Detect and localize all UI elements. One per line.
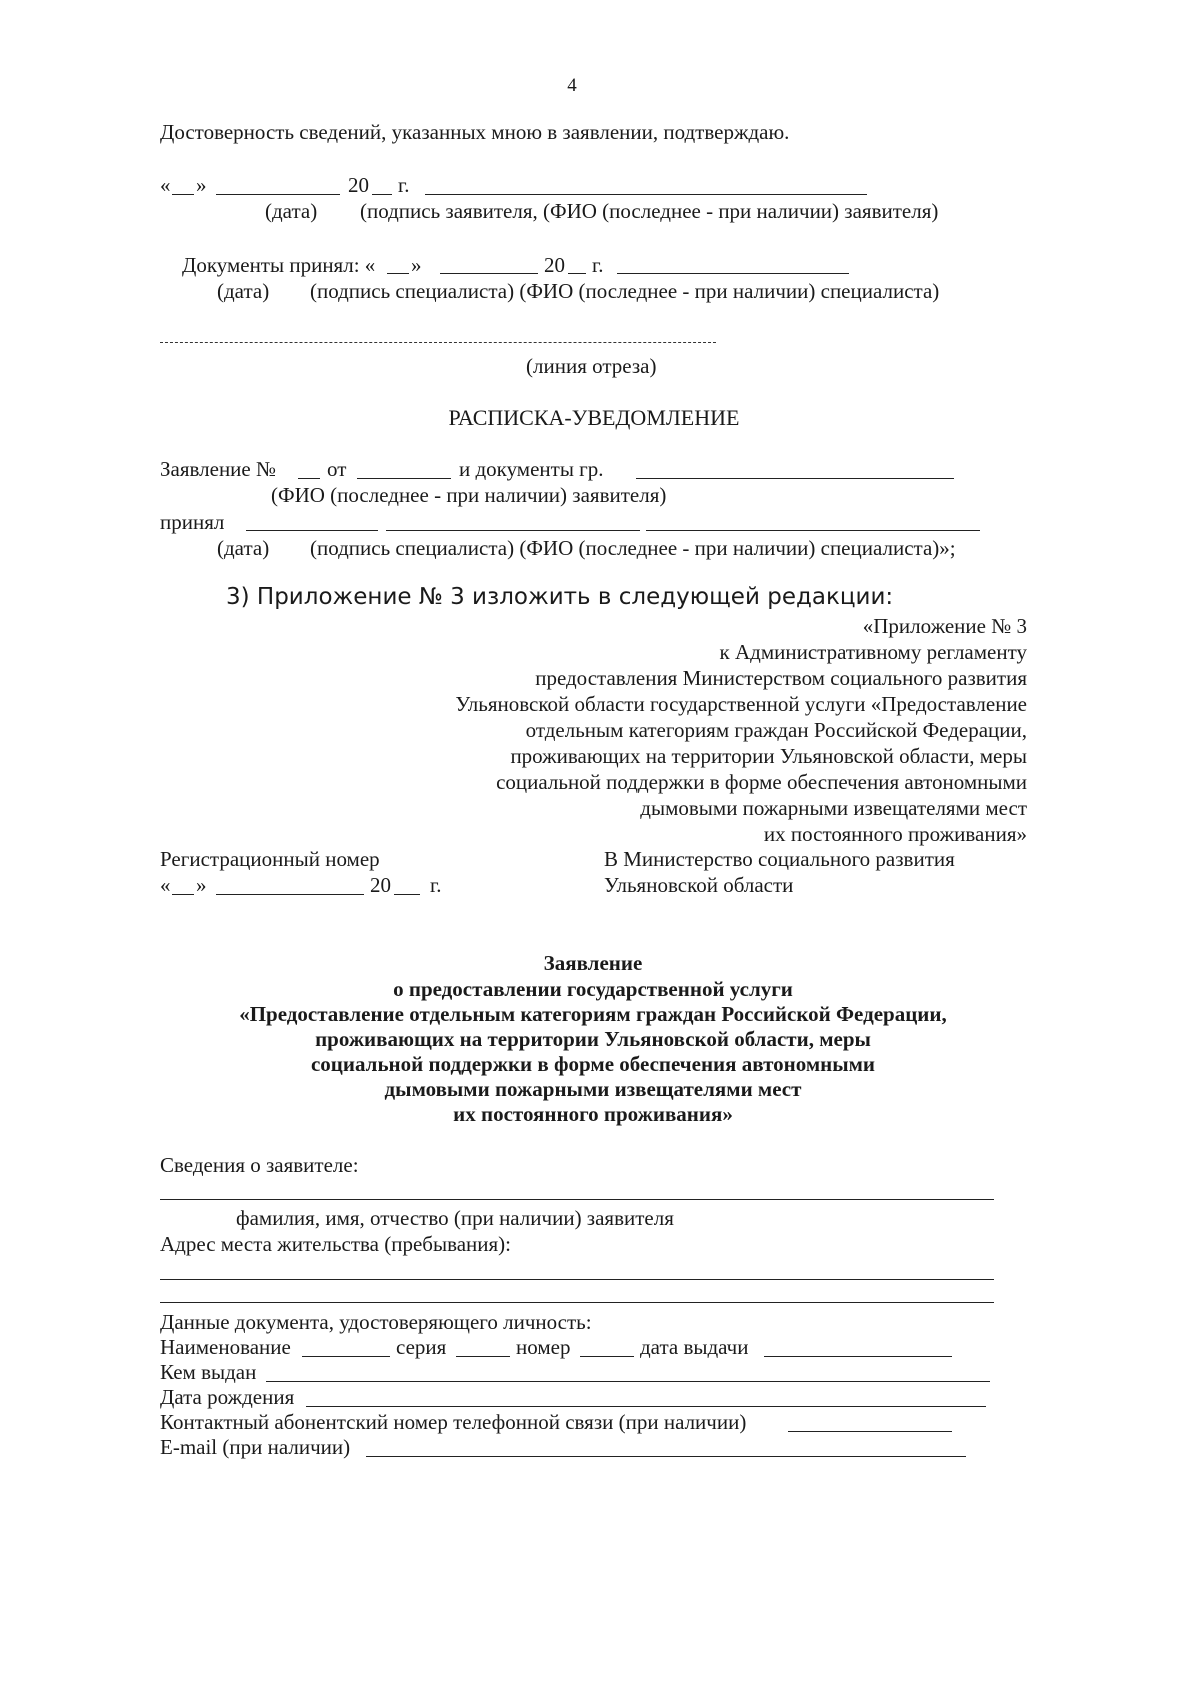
appendix-header-line: предоставления Министерством социального развития [535, 666, 1027, 690]
phone-label: Контактный абонентский номер телефонной связи (при наличии) [160, 1410, 747, 1434]
accepted-day-blank [387, 273, 409, 274]
registration-year-suffix: г. [430, 873, 442, 897]
applicant-signature-blank [425, 194, 867, 195]
doc-issue-date-label: дата выдачи [640, 1335, 749, 1359]
applicant-date-quote-close: » [196, 173, 207, 197]
statement-title-line: социальной поддержки в форме обеспечения автономными [310, 1052, 876, 1076]
page-number: 4 [567, 75, 577, 96]
statement-title-line: проживающих на территории Ульяновской области, меры [315, 1027, 871, 1051]
cut-line [160, 342, 716, 343]
appendix-header-line: отдельным категориям граждан Российской Федерации, [525, 718, 1027, 742]
registration-quote-open: « [160, 873, 171, 897]
applicant-day-blank [172, 194, 194, 195]
registration-month-blank [216, 894, 364, 895]
doc-number-field[interactable] [580, 1356, 634, 1357]
applicant-signature-caption: (подпись заявителя, (ФИО (последнее - при наличии) заявителя) [360, 199, 939, 223]
issued-by-field[interactable] [266, 1381, 990, 1382]
applicant-date-quote-open: « [160, 173, 171, 197]
registration-year: 20 [370, 873, 391, 897]
registration-number-label: Регистрационный номер [160, 847, 380, 871]
fio-field-line[interactable] [160, 1199, 994, 1200]
doc-name-field[interactable] [302, 1356, 390, 1357]
applicant-year: 20 [348, 173, 369, 197]
appendix-header-line: Ульяновской области государственной услуги «Предоставление [455, 692, 1027, 716]
accepted-label: Документы принял: « [182, 253, 376, 277]
accepted-signature-caption: (подпись специалиста) (ФИО (последнее - при наличии) специалиста) [310, 279, 940, 303]
appendix-header-line: социальной поддержки в форме обеспечения автономными [496, 770, 1027, 794]
address-label: Адрес места жительства (пребывания): [160, 1232, 512, 1256]
doc-issue-date-field[interactable] [764, 1356, 952, 1357]
accepted-quote-close: » [411, 253, 422, 277]
appendix-header-line: «Приложение № 3 [862, 614, 1027, 638]
receipt-statement-label: Заявление № [160, 457, 277, 481]
appendix-header-line: проживающих на территории Ульяновской области, меры [510, 744, 1027, 768]
receipt-accepted-fio-blank [646, 530, 980, 531]
id-document-label: Данные документа, удостоверяющего личность: [160, 1310, 592, 1334]
cut-line-label: (линия отреза) [526, 354, 657, 378]
applicant-year-blank [372, 194, 392, 195]
accepted-year-blank [568, 273, 586, 274]
address-field-line-2[interactable] [160, 1302, 994, 1303]
addressee-line: В Министерство социального развития [604, 847, 955, 871]
accepted-year-suffix: г. [592, 253, 604, 277]
doc-name-label: Наименование [160, 1335, 291, 1359]
applicant-month-blank [216, 194, 340, 195]
issued-by-label: Кем выдан [160, 1360, 257, 1384]
birth-date-field[interactable] [306, 1406, 986, 1407]
accepted-year: 20 [544, 253, 565, 277]
statement-title-line: Заявление [543, 951, 643, 975]
receipt-citizen-blank [636, 478, 954, 479]
accepted-month-blank [440, 273, 538, 274]
accepted-signature-blank [617, 273, 849, 274]
receipt-number-blank [298, 478, 320, 479]
appendix-header-line: их постоянного проживания» [763, 822, 1027, 846]
phone-field[interactable] [788, 1431, 952, 1432]
appendix-header-line: к Административному регламенту [719, 640, 1027, 664]
receipt-date-caption: (дата) [217, 536, 270, 560]
statement-title-line: «Предоставление отдельным категориям граждан Российской Федерации, [239, 1002, 947, 1026]
fio-field-caption: фамилия, имя, отчество (при наличии) заявителя [236, 1206, 674, 1230]
receipt-accepted-label: принял [160, 510, 225, 534]
email-field[interactable] [366, 1456, 966, 1457]
receipt-signature-caption: (подпись специалиста) (ФИО (последнее - при наличии) специалиста)»; [310, 536, 956, 560]
appendix-header-line: дымовыми пожарными извещателями мест [640, 796, 1027, 820]
applicant-year-suffix: г. [398, 173, 410, 197]
registration-day-blank [172, 894, 194, 895]
applicant-date-caption: (дата) [265, 199, 318, 223]
receipt-docs-label: и документы гр. [459, 457, 604, 481]
receipt-title: РАСПИСКА-УВЕДОМЛЕНИЕ [448, 405, 740, 430]
statement-title-line: о предоставлении государственной услуги [393, 977, 793, 1001]
receipt-accepted-sign-blank [386, 530, 640, 531]
birth-date-label: Дата рождения [160, 1385, 295, 1409]
confirm-text: Достоверность сведений, указанных мною в заявлении, подтверждаю. [160, 120, 790, 144]
statement-title-line: дымовыми пожарными извещателями мест [384, 1077, 802, 1101]
addressee-line: Ульяновской области [604, 873, 794, 897]
applicant-info-heading: Сведения о заявителе: [160, 1153, 359, 1177]
amendment-text: 3) Приложение № 3 изложить в следующей редакции: [226, 584, 894, 610]
accepted-date-caption: (дата) [217, 279, 270, 303]
statement-title-line: их постоянного проживания» [453, 1102, 733, 1126]
doc-series-field[interactable] [456, 1356, 510, 1357]
registration-quote-close: » [196, 873, 207, 897]
receipt-from-label: от [327, 457, 347, 481]
doc-series-label: серия [396, 1335, 447, 1359]
receipt-fio-caption: (ФИО (последнее - при наличии) заявителя) [271, 483, 667, 507]
receipt-accepted-date-blank [246, 530, 378, 531]
registration-year-blank [394, 894, 420, 895]
receipt-date-blank [357, 478, 451, 479]
address-field-line-1[interactable] [160, 1279, 994, 1280]
doc-number-label: номер [516, 1335, 571, 1359]
email-label: E-mail (при наличии) [160, 1435, 351, 1459]
